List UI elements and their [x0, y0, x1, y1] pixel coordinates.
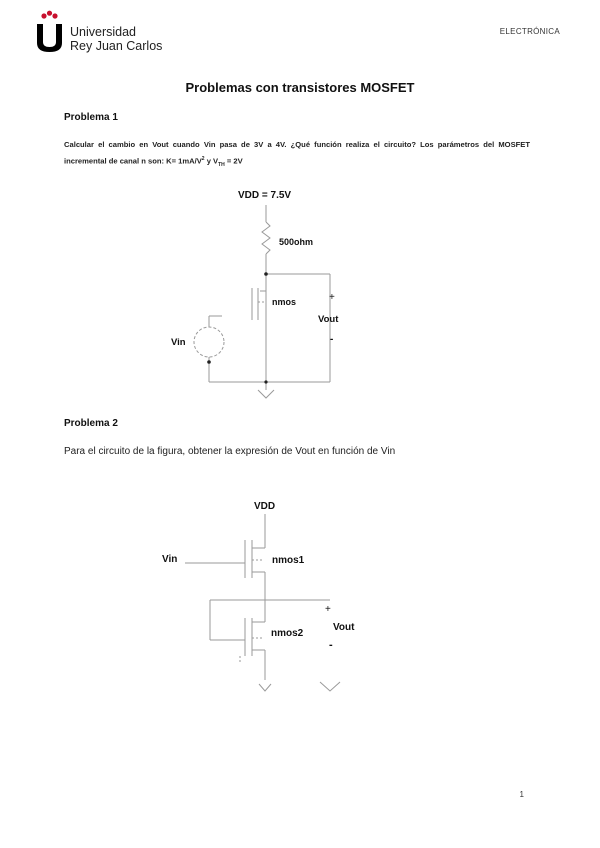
- c2-transistor1-label: nmos1: [272, 555, 305, 566]
- problem1-text-c: = 2V: [224, 156, 243, 166]
- problem2-statement: Para el circuito de la figura, obtener la expresión de Vout en función de Vin: [64, 446, 396, 457]
- c1-vin-label: Vin: [171, 337, 186, 348]
- problem1-text-b: y V: [204, 156, 219, 166]
- page-number: 1: [519, 790, 524, 799]
- problem2-heading: Problema 2: [64, 418, 118, 429]
- problem1-text-sup: 2: [201, 156, 205, 162]
- c2-vout-label: Vout: [333, 622, 355, 633]
- problem1-heading: Problema 1: [64, 112, 118, 123]
- c2-vdd-label: VDD: [254, 501, 276, 512]
- university-line2: Rey Juan Carlos: [70, 39, 163, 53]
- c2-vin-label: Vin: [162, 554, 178, 565]
- problem1-text-a: Calcular el cambio en Vout cuando Vin pasa de 3V a 4V. ¿Qué función realiza el circuito? Los parámetros del MOSFET incremental de canal n son: K= 1mA/V: [64, 140, 530, 166]
- c2-transistor2-label: nmos2: [271, 628, 304, 639]
- c2-minus-label: -: [329, 639, 333, 651]
- c1-transistor-label: nmos: [272, 297, 297, 307]
- c1-resistor-label: 500ohm: [279, 237, 314, 247]
- problem1-text-sub: TH: [218, 162, 225, 169]
- c1-minus-label: -: [330, 334, 334, 345]
- page-title: Problemas con transistores MOSFET: [185, 80, 415, 95]
- c1-vout-label: Vout: [318, 314, 339, 325]
- university-line1: Universidad: [70, 25, 137, 39]
- c1-vdd-label: VDD = 7.5V: [238, 190, 292, 201]
- c1-plus-label: +: [329, 292, 335, 303]
- subject-label: ELECTRÓNICA: [499, 27, 560, 36]
- c2-plus-label: +: [325, 604, 331, 615]
